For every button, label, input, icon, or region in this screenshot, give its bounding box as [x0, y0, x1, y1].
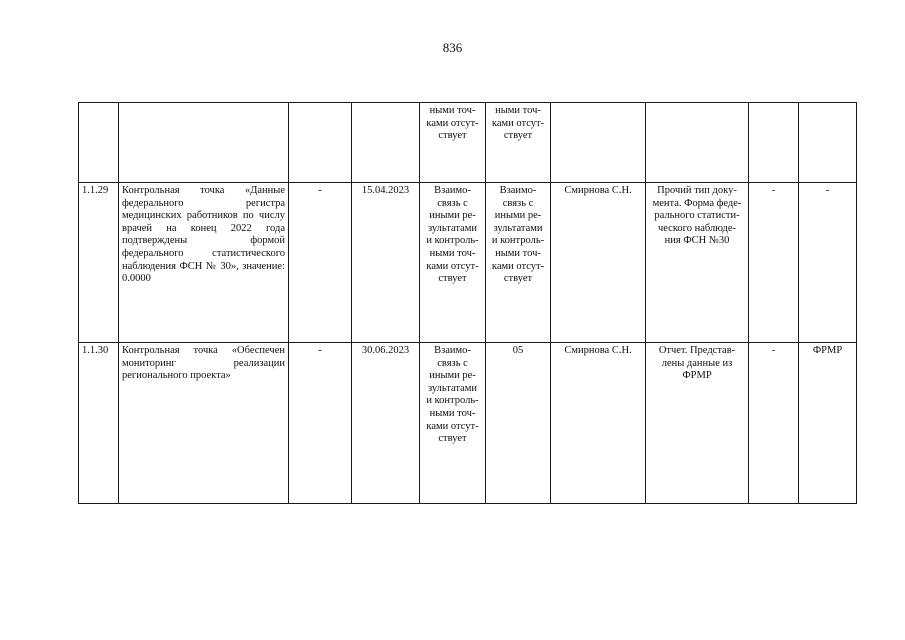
control-level — [749, 103, 799, 183]
base-value: - — [289, 183, 352, 343]
base-value: - — [289, 343, 352, 504]
page-number: 836 — [442, 40, 463, 55]
due-date — [352, 103, 420, 183]
responsible-person: Смирнова С.Н. — [551, 343, 646, 504]
relation-next: ными точ- ками отсут- ствует — [486, 103, 551, 183]
document-type: Отчет. Представ- лены данные из ФРМР — [646, 343, 749, 504]
row-number: 1.1.29 — [79, 183, 119, 343]
table-row — [79, 343, 857, 504]
responsible-person: Смирнова С.Н. — [551, 183, 646, 343]
responsible-person — [551, 103, 646, 183]
control-point-name: Контрольная точка «Обеспечен мониторинг реализации регионального проекта» — [119, 343, 289, 504]
row-number: 1.1.30 — [79, 343, 119, 504]
base-value — [289, 103, 352, 183]
relation-next: 05 — [486, 343, 551, 504]
document-type: Прочий тип доку- мента. Форма феде- рального статисти- ческого наблюде- ния ФСН №30 — [646, 183, 749, 343]
relation-previous: Взаимо- связь с иными ре- зультатами и контроль- ными точ- ками отсут- ствует — [420, 183, 486, 343]
relation-previous: ными точ- ками отсут- ствует — [420, 103, 486, 183]
control-points-table — [78, 102, 857, 504]
control-level: - — [749, 343, 799, 504]
information-system: - — [799, 183, 857, 343]
control-point-name — [119, 103, 289, 183]
information-system — [799, 103, 857, 183]
relation-previous: Взаимо- связь с иными ре- зультатами и контроль- ными точ- ками отсут- ствует — [420, 343, 486, 504]
information-system: ФРМР — [799, 343, 857, 504]
table-row — [79, 103, 857, 183]
due-date: 30.06.2023 — [352, 343, 420, 504]
document-type — [646, 103, 749, 183]
due-date: 15.04.2023 — [352, 183, 420, 343]
control-point-name: Контрольная точка «Данные федерального регистра медицинских работников по числу врачей на конец 2022 года подтверждены формой федерального статистического наблюдения ФСН № 30», значение: 0.0000 — [119, 183, 289, 343]
table-row — [79, 183, 857, 343]
control-level: - — [749, 183, 799, 343]
row-number — [79, 103, 119, 183]
relation-next: Взаимо- связь с иными ре- зультатами и контроль- ными точ- ками отсут- ствует — [486, 183, 551, 343]
